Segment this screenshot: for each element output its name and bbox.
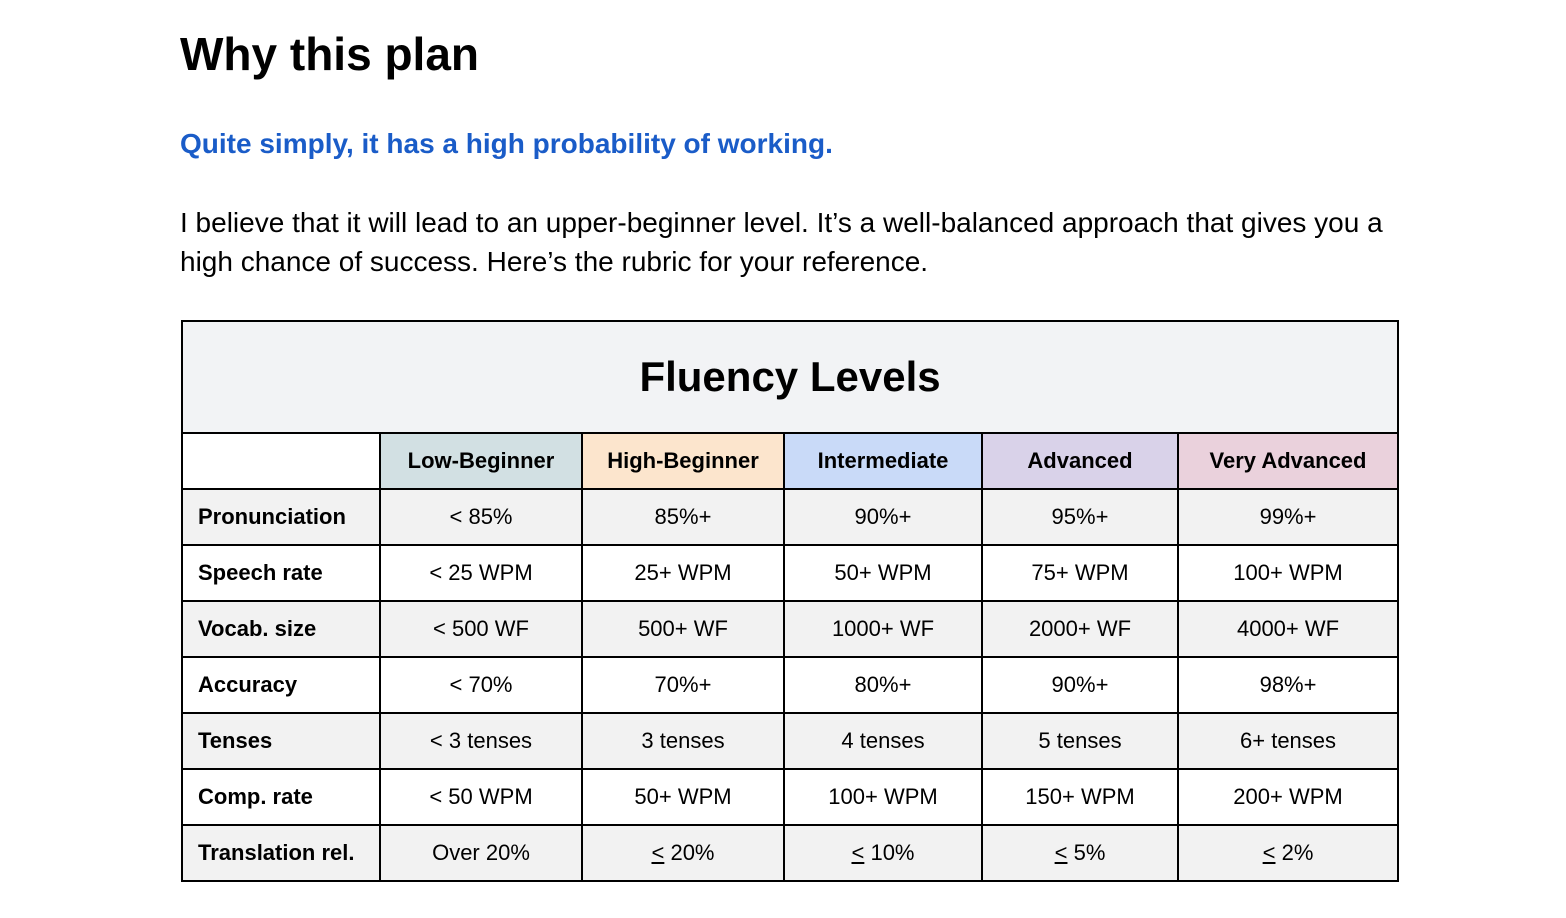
page-title: Why this plan — [180, 28, 479, 80]
table-cell: 5 tenses — [982, 713, 1178, 769]
table-cell: 100+ WPM — [784, 769, 982, 825]
row-label: Tenses — [182, 713, 380, 769]
table-cell: 4 tenses — [784, 713, 982, 769]
table-cell: < 70% — [380, 657, 582, 713]
level-header-advanced: Advanced — [982, 433, 1178, 489]
body-paragraph: I believe that it will lead to an upper-beginner level. It’s a well-balanced approach that gives you a high chance of success. Here’s the rubric for your reference. — [180, 207, 1383, 277]
table-cell: 99%+ — [1178, 489, 1398, 545]
table-row-comp-rate — [182, 769, 1398, 825]
table-cell: 3 tenses — [582, 713, 784, 769]
row-label: Translation rel. — [182, 825, 380, 881]
table-caption: Fluency Levels — [182, 321, 1398, 433]
row-label: Accuracy — [182, 657, 380, 713]
row-label: Comp. rate — [182, 769, 380, 825]
table-cell: 50+ WPM — [784, 545, 982, 601]
table-row-speech-rate — [182, 545, 1398, 601]
level-header-high-beginner: High-Beginner — [582, 433, 784, 489]
table-cell: 80%+ — [784, 657, 982, 713]
table-cell: < 50 WPM — [380, 769, 582, 825]
table-row-accuracy — [182, 657, 1398, 713]
table-cell: 25+ WPM — [582, 545, 784, 601]
table-cell: < 2% — [1178, 825, 1398, 881]
table-row-vocab-size — [182, 601, 1398, 657]
table-row-pronunciation — [182, 489, 1398, 545]
table-cell: 95%+ — [982, 489, 1178, 545]
table-cell: 90%+ — [784, 489, 982, 545]
table-cell: < 20% — [582, 825, 784, 881]
level-header-very-advanced: Very Advanced — [1178, 433, 1398, 489]
level-header-low-beginner: Low-Beginner — [380, 433, 582, 489]
fluency-levels-table — [181, 320, 1399, 882]
table-cell: < 500 WF — [380, 601, 582, 657]
row-label: Speech rate — [182, 545, 380, 601]
table-cell: Over 20% — [380, 825, 582, 881]
corner-cell — [182, 433, 380, 489]
table-cell: < 5% — [982, 825, 1178, 881]
table-cell: < 25 WPM — [380, 545, 582, 601]
table-cell: 90%+ — [982, 657, 1178, 713]
level-header-intermediate: Intermediate — [784, 433, 982, 489]
table-cell: 500+ WF — [582, 601, 784, 657]
table-cell: 1000+ WF — [784, 601, 982, 657]
table-cell: 150+ WPM — [982, 769, 1178, 825]
row-label: Vocab. size — [182, 601, 380, 657]
table-cell: 98%+ — [1178, 657, 1398, 713]
table-cell: < 3 tenses — [380, 713, 582, 769]
table-cell: 6+ tenses — [1178, 713, 1398, 769]
row-label: Pronunciation — [182, 489, 380, 545]
table-cell: < 10% — [784, 825, 982, 881]
table-row-tenses — [182, 713, 1398, 769]
table-cell: 85%+ — [582, 489, 784, 545]
table-cell: 2000+ WF — [982, 601, 1178, 657]
highlight-subheading: Quite simply, it has a high probability of working. — [180, 128, 833, 159]
table-cell: 4000+ WF — [1178, 601, 1398, 657]
table-row-translation-rel — [182, 825, 1398, 881]
table-cell: 50+ WPM — [582, 769, 784, 825]
table-cell: 70%+ — [582, 657, 784, 713]
table-cell: < 85% — [380, 489, 582, 545]
table-cell: 100+ WPM — [1178, 545, 1398, 601]
table-cell: 200+ WPM — [1178, 769, 1398, 825]
table-cell: 75+ WPM — [982, 545, 1178, 601]
